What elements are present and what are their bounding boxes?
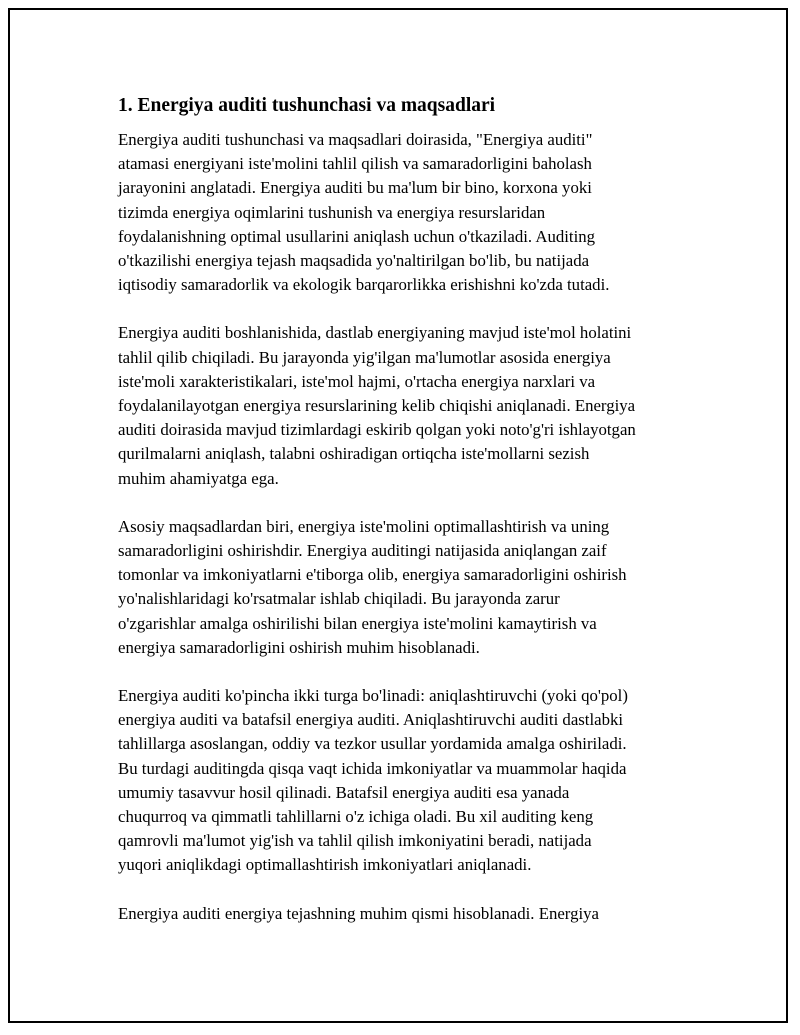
text-line: tahlillarga asoslangan, oddiy va tezkor usullar yordamida amalga oshiriladi. (118, 734, 627, 754)
text-line: tizimda energiya oqimlarini tushunish va energiya resurslaridan (118, 202, 546, 222)
text-line: Energiya auditi boshlanishida, dastlab energiyaning mavjud iste'mol holatini (118, 323, 632, 343)
text-line: tomonlar va imkoniyatlarni e'tiborga olib, energiya samaradorligini oshirish (118, 565, 627, 585)
text-line: muhim ahamiyatga ega. (118, 468, 279, 488)
text-line: Energiya auditi ko'pincha ikki turga bo'linadi: aniqlashtiruvchi (yoki qo'pol) (118, 686, 628, 706)
text-line: o'zgarishlar amalga oshirilishi bilan energiya iste'molini kamaytirish va (118, 613, 597, 633)
paragraph-5 (118, 902, 684, 926)
text-line: qurilmalarni aniqlash, talabni oshiradigan ortiqcha iste'mollarni sezish (118, 444, 590, 464)
text-line: qamrovli ma'lumot yig'ish va tahlil qilish imkoniyatini beradi, natijada (118, 831, 592, 851)
text-line: umumiy tasavvur hosil qilinadi. Batafsil energiya auditi esa yanada (118, 782, 570, 802)
text-line: auditi doirasida mavjud tizimlardagi eskirib qolgan yoki noto'g'ri ishlayotgan (118, 420, 636, 440)
text-line: samaradorligini oshirishdir. Energiya auditingi natijasida aniqlangan zaif (118, 541, 607, 561)
text-line: Energiya auditi tushunchasi va maqsadlari doirasida, "Energiya auditi" (118, 130, 593, 149)
text-line: foydalanishning optimal usullarini aniqlash uchun o'tkaziladi. Auditing (118, 226, 596, 246)
paragraph-3 (118, 515, 684, 660)
section-heading: 1. Energiya auditi tushunchasi va maqsadlari (118, 95, 496, 116)
text-line: yo'nalishlaridagi ko'rsatmalar ishlab chiqiladi. Bu jarayonda zarur (118, 589, 560, 609)
document-content (118, 92, 684, 950)
text-line: energiya samaradorligini oshirish muhim hisoblanadi. (118, 637, 480, 657)
text-line: iqtisodiy samaradorlik va ekologik barqarorlikka erishishni ko'zda tutadi. (118, 275, 610, 295)
text-line: tahlil qilib chiqiladi. Bu jarayonda yig'ilgan ma'lumotlar asosida energiya (118, 347, 611, 367)
text-line: Asosiy maqsadlardan biri, energiya iste'molini optimallashtirish va uning (118, 516, 610, 536)
paragraph-1 (118, 128, 684, 297)
text-line: jarayonini anglatadi. Energiya auditi bu ma'lum bir bino, korxona yoki (118, 178, 592, 198)
text-line: Bu turdagi auditingda qisqa vaqt ichida imkoniyatlar va muammolar haqida (118, 758, 627, 778)
text-line: Energiya auditi energiya tejashning muhim qismi hisoblanadi. Energiya (118, 903, 599, 923)
text-line: yuqori aniqlikdagi optimallashtirish imkoniyatlari aniqlanadi. (118, 855, 532, 875)
text-line: atamasi energiyani iste'molini tahlil qilish va samaradorligini baholash (118, 154, 592, 174)
paragraph-2 (118, 321, 684, 490)
text-line: energiya auditi va batafsil energiya auditi. Aniqlashtiruvchi auditi dastlabki (118, 710, 624, 730)
text-line: iste'moli xarakteristikalari, iste'mol hajmi, o'rtacha energiya narxlari va (118, 371, 596, 391)
paragraph-4 (118, 684, 684, 878)
text-line: chuqurroq va qimmatli tahlillarni o'z ichiga oladi. Bu xil auditing keng (118, 807, 594, 827)
text-line: o'tkazilishi energiya tejash maqsadida yo'naltirilgan bo'lib, bu natijada (118, 251, 590, 271)
text-line: foydalanilayotgan energiya resurslarining kelib chiqishi aniqlanadi. Energiya (118, 396, 636, 416)
